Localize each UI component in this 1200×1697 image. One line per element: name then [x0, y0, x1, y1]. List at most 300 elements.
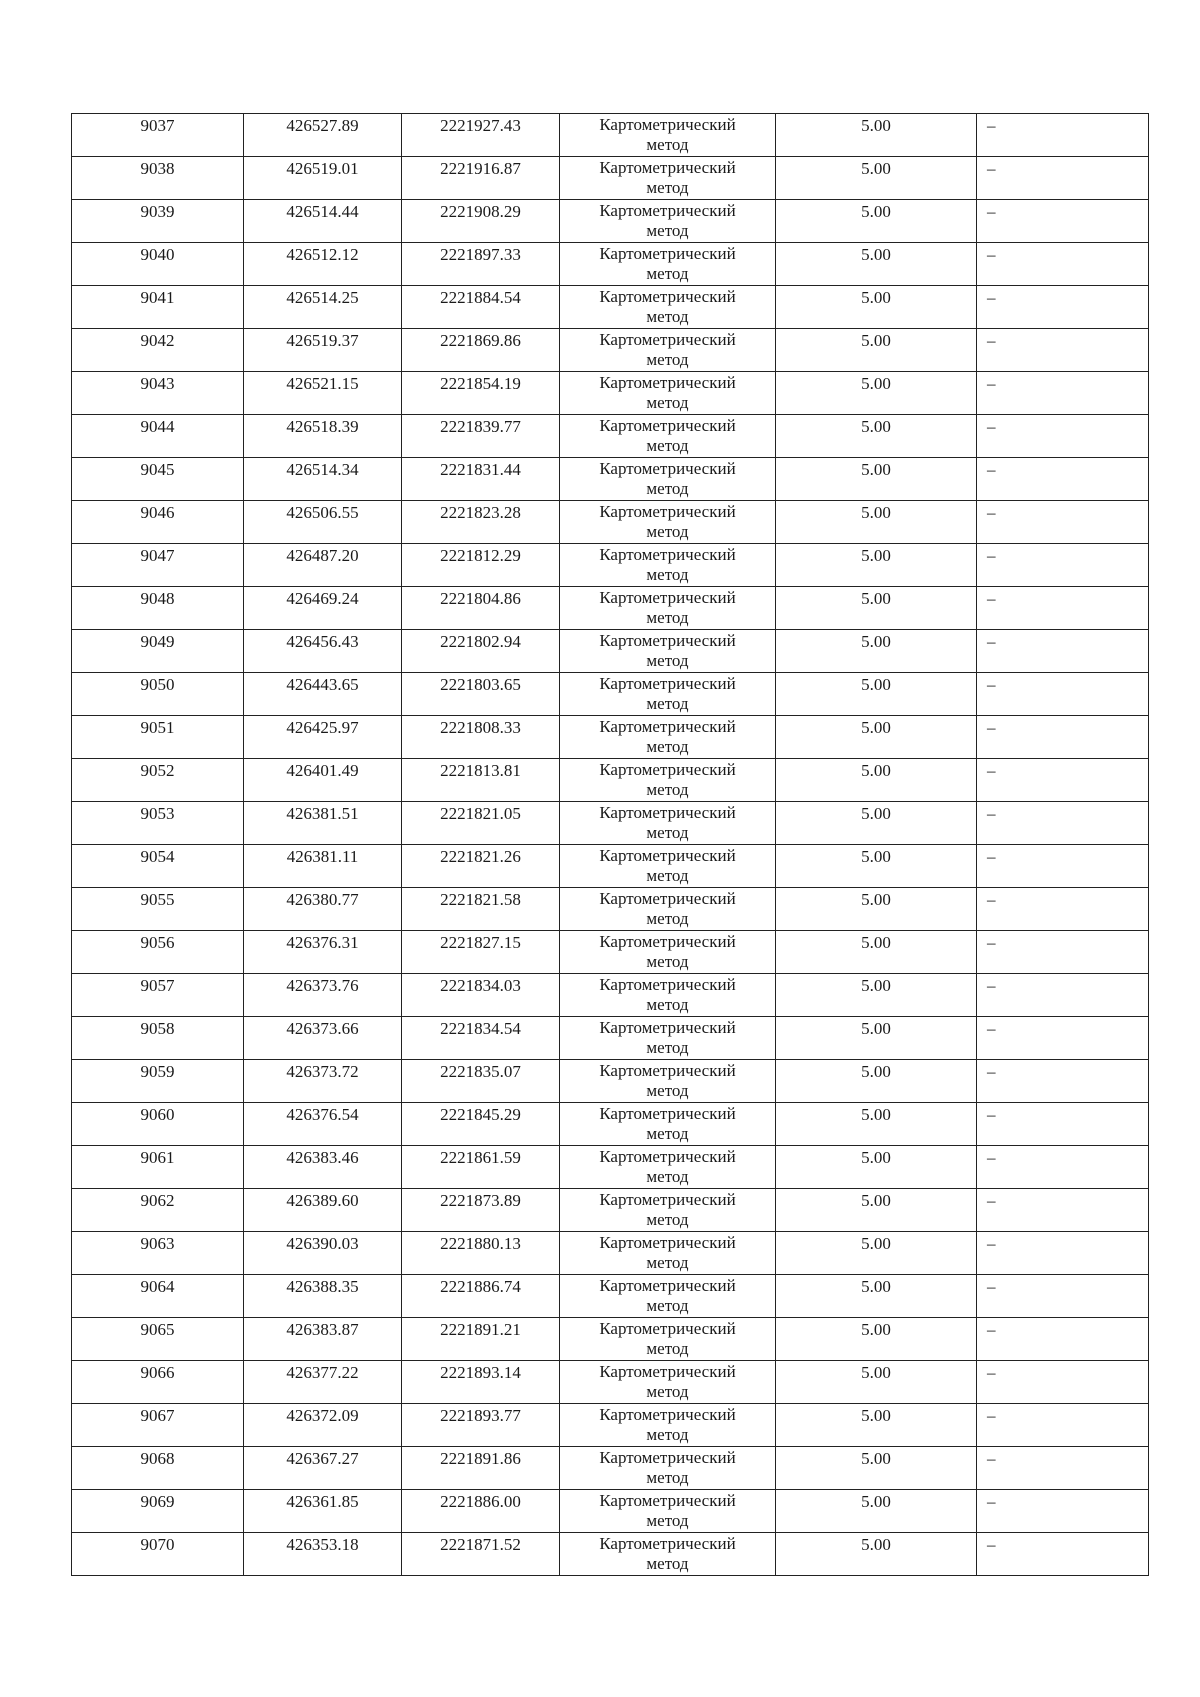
method-cell	[560, 1232, 776, 1275]
description-value: –	[987, 1062, 996, 1081]
description-cell	[977, 458, 1149, 501]
point-number-cell	[72, 1490, 244, 1533]
point-number-cell	[72, 1103, 244, 1146]
method-cell	[560, 759, 776, 802]
method-cell	[560, 716, 776, 759]
coordinate-x-value: 426512.12	[286, 245, 359, 264]
coordinate-x-cell	[244, 716, 402, 759]
accuracy-cell	[776, 286, 977, 329]
accuracy-cell	[776, 974, 977, 1017]
method-label-line1: Картометрический	[599, 1362, 736, 1381]
method-label-line1: Картометрический	[599, 975, 736, 994]
coordinate-y-cell	[402, 114, 560, 157]
coordinate-x-value: 426373.76	[286, 976, 359, 995]
accuracy-value: 5.00	[861, 1277, 891, 1296]
method-label-line2: метод	[646, 1167, 689, 1186]
description-value: –	[987, 1234, 996, 1253]
coordinate-x-cell	[244, 501, 402, 544]
method-label-line2: метод	[646, 307, 689, 326]
point-number-value: 9050	[140, 675, 175, 694]
coordinate-y-value: 2221804.86	[440, 589, 521, 608]
point-number-value: 9040	[140, 245, 175, 264]
coordinate-x-cell	[244, 458, 402, 501]
description-cell	[977, 286, 1149, 329]
document-page	[71, 113, 1148, 1576]
description-cell	[977, 1318, 1149, 1361]
point-number-value: 9053	[140, 804, 175, 823]
coordinate-y-cell	[402, 243, 560, 286]
point-number-value: 9069	[140, 1492, 175, 1511]
table-row	[72, 673, 1149, 716]
coordinate-y-cell	[402, 1533, 560, 1576]
coordinate-y-value: 2221834.54	[440, 1019, 521, 1038]
coordinate-y-cell	[402, 1275, 560, 1318]
point-number-cell	[72, 673, 244, 716]
coordinate-x-value: 426514.44	[286, 202, 359, 221]
method-label-line1: Картометрический	[599, 201, 736, 220]
accuracy-cell	[776, 200, 977, 243]
table-row	[72, 1146, 1149, 1189]
coordinate-x-value: 426521.15	[286, 374, 359, 393]
accuracy-value: 5.00	[861, 1019, 891, 1038]
method-label-line1: Картометрический	[599, 1534, 736, 1553]
point-number-cell	[72, 372, 244, 415]
method-label-line1: Картометрический	[599, 158, 736, 177]
method-label-line2: метод	[646, 1038, 689, 1057]
table-row	[72, 1017, 1149, 1060]
coordinate-y-cell	[402, 888, 560, 931]
accuracy-cell	[776, 1232, 977, 1275]
description-value: –	[987, 847, 996, 866]
accuracy-value: 5.00	[861, 804, 891, 823]
coordinate-y-value: 2221893.14	[440, 1363, 521, 1382]
coordinate-x-cell	[244, 200, 402, 243]
method-cell	[560, 372, 776, 415]
coordinate-y-value: 2221831.44	[440, 460, 521, 479]
method-label-line1: Картометрический	[599, 631, 736, 650]
coordinate-y-value: 2221861.59	[440, 1148, 521, 1167]
coordinate-x-value: 426487.20	[286, 546, 359, 565]
method-label-line1: Картометрический	[599, 588, 736, 607]
method-label-line2: метод	[646, 952, 689, 971]
accuracy-value: 5.00	[861, 1105, 891, 1124]
coordinate-x-cell	[244, 1533, 402, 1576]
accuracy-value: 5.00	[861, 245, 891, 264]
coordinate-x-cell	[244, 1447, 402, 1490]
coordinate-x-value: 426381.51	[286, 804, 359, 823]
coordinate-y-value: 2221839.77	[440, 417, 521, 436]
method-label-line1: Картометрический	[599, 1190, 736, 1209]
point-number-cell	[72, 1533, 244, 1576]
accuracy-value: 5.00	[861, 288, 891, 307]
coordinate-y-value: 2221834.03	[440, 976, 521, 995]
point-number-cell	[72, 329, 244, 372]
method-cell	[560, 501, 776, 544]
table-row	[72, 1189, 1149, 1232]
accuracy-value: 5.00	[861, 1148, 891, 1167]
description-value: –	[987, 933, 996, 952]
coordinate-x-value: 426372.09	[286, 1406, 359, 1425]
method-cell	[560, 329, 776, 372]
description-cell	[977, 157, 1149, 200]
method-label-line1: Картометрический	[599, 1061, 736, 1080]
description-cell	[977, 372, 1149, 415]
coordinate-x-cell	[244, 286, 402, 329]
coordinate-x-value: 426519.37	[286, 331, 359, 350]
method-label-line2: метод	[646, 694, 689, 713]
table-row	[72, 1404, 1149, 1447]
description-value: –	[987, 116, 996, 135]
coordinate-y-cell	[402, 1060, 560, 1103]
coordinate-x-value: 426401.49	[286, 761, 359, 780]
accuracy-value: 5.00	[861, 933, 891, 952]
method-label-line1: Картометрический	[599, 1491, 736, 1510]
accuracy-value: 5.00	[861, 761, 891, 780]
coordinate-y-value: 2221884.54	[440, 288, 521, 307]
coordinate-y-value: 2221835.07	[440, 1062, 521, 1081]
description-value: –	[987, 589, 996, 608]
coordinate-y-value: 2221813.81	[440, 761, 521, 780]
coordinate-x-cell	[244, 1490, 402, 1533]
accuracy-cell	[776, 1017, 977, 1060]
method-label-line1: Картометрический	[599, 1276, 736, 1295]
coordinate-y-cell	[402, 759, 560, 802]
table-row	[72, 716, 1149, 759]
coordinate-y-value: 2221891.21	[440, 1320, 521, 1339]
table-row	[72, 1275, 1149, 1318]
method-cell	[560, 1361, 776, 1404]
coordinate-y-value: 2221823.28	[440, 503, 521, 522]
accuracy-value: 5.00	[861, 632, 891, 651]
coordinate-x-value: 426377.22	[286, 1363, 359, 1382]
description-value: –	[987, 890, 996, 909]
point-number-value: 9059	[140, 1062, 175, 1081]
coordinate-x-cell	[244, 673, 402, 716]
point-number-value: 9045	[140, 460, 175, 479]
description-cell	[977, 888, 1149, 931]
method-label-line2: метод	[646, 479, 689, 498]
method-label-line1: Картометрический	[599, 1233, 736, 1252]
accuracy-value: 5.00	[861, 1320, 891, 1339]
coordinate-x-value: 426390.03	[286, 1234, 359, 1253]
point-number-value: 9048	[140, 589, 175, 608]
method-label-line2: метод	[646, 909, 689, 928]
method-label-line1: Картометрический	[599, 459, 736, 478]
accuracy-cell	[776, 1103, 977, 1146]
coordinate-y-cell	[402, 1189, 560, 1232]
table-row	[72, 286, 1149, 329]
description-value: –	[987, 804, 996, 823]
method-label-line1: Картометрический	[599, 1405, 736, 1424]
method-cell	[560, 1318, 776, 1361]
coordinate-x-cell	[244, 1103, 402, 1146]
accuracy-cell	[776, 372, 977, 415]
description-value: –	[987, 632, 996, 651]
method-label-line2: метод	[646, 1081, 689, 1100]
coordinate-x-cell	[244, 1404, 402, 1447]
coordinate-y-cell	[402, 1447, 560, 1490]
coordinate-x-value: 426388.35	[286, 1277, 359, 1296]
description-value: –	[987, 1105, 996, 1124]
coordinate-y-cell	[402, 157, 560, 200]
table-row	[72, 1103, 1149, 1146]
coordinate-x-cell	[244, 157, 402, 200]
coordinate-y-value: 2221803.65	[440, 675, 521, 694]
method-cell	[560, 243, 776, 286]
coordinate-y-cell	[402, 802, 560, 845]
point-number-cell	[72, 1361, 244, 1404]
description-value: –	[987, 546, 996, 565]
coordinate-x-cell	[244, 243, 402, 286]
coordinate-x-value: 426376.31	[286, 933, 359, 952]
point-number-value: 9037	[140, 116, 175, 135]
table-row	[72, 1318, 1149, 1361]
table-row	[72, 329, 1149, 372]
description-cell	[977, 1103, 1149, 1146]
coordinate-y-value: 2221821.05	[440, 804, 521, 823]
coordinate-x-cell	[244, 1060, 402, 1103]
method-cell	[560, 458, 776, 501]
table-row	[72, 1533, 1149, 1576]
coordinate-x-value: 426456.43	[286, 632, 359, 651]
point-number-cell	[72, 931, 244, 974]
accuracy-cell	[776, 329, 977, 372]
method-cell	[560, 888, 776, 931]
description-cell	[977, 415, 1149, 458]
point-number-value: 9052	[140, 761, 175, 780]
accuracy-cell	[776, 1361, 977, 1404]
accuracy-value: 5.00	[861, 847, 891, 866]
accuracy-cell	[776, 1189, 977, 1232]
point-number-cell	[72, 888, 244, 931]
coordinate-y-value: 2221812.29	[440, 546, 521, 565]
accuracy-cell	[776, 630, 977, 673]
point-number-value: 9060	[140, 1105, 175, 1124]
description-cell	[977, 845, 1149, 888]
method-label-line2: метод	[646, 178, 689, 197]
accuracy-value: 5.00	[861, 1535, 891, 1554]
accuracy-value: 5.00	[861, 1191, 891, 1210]
description-cell	[977, 114, 1149, 157]
point-number-value: 9057	[140, 976, 175, 995]
coordinate-y-value: 2221802.94	[440, 632, 521, 651]
coordinate-x-cell	[244, 329, 402, 372]
coordinate-y-value: 2221908.29	[440, 202, 521, 221]
method-label-line1: Картометрический	[599, 803, 736, 822]
accuracy-cell	[776, 716, 977, 759]
table-row	[72, 802, 1149, 845]
coordinate-y-cell	[402, 630, 560, 673]
coordinate-y-cell	[402, 329, 560, 372]
point-number-cell	[72, 1447, 244, 1490]
description-value: –	[987, 1277, 996, 1296]
table-row	[72, 888, 1149, 931]
point-number-value: 9063	[140, 1234, 175, 1253]
coordinate-x-value: 426376.54	[286, 1105, 359, 1124]
accuracy-cell	[776, 845, 977, 888]
coordinate-y-value: 2221873.89	[440, 1191, 521, 1210]
coordinate-x-value: 426383.87	[286, 1320, 359, 1339]
method-label-line1: Картометрический	[599, 1018, 736, 1037]
coordinate-x-value: 426381.11	[286, 847, 359, 866]
description-value: –	[987, 1449, 996, 1468]
method-label-line1: Картометрический	[599, 846, 736, 865]
description-cell	[977, 587, 1149, 630]
coordinate-y-cell	[402, 1490, 560, 1533]
method-label-line2: метод	[646, 1468, 689, 1487]
coordinate-x-value: 426353.18	[286, 1535, 359, 1554]
description-value: –	[987, 202, 996, 221]
method-label-line2: метод	[646, 866, 689, 885]
table-row	[72, 630, 1149, 673]
coordinate-y-value: 2221845.29	[440, 1105, 521, 1124]
table-row	[72, 1447, 1149, 1490]
description-value: –	[987, 1019, 996, 1038]
method-cell	[560, 845, 776, 888]
table-row	[72, 544, 1149, 587]
point-number-value: 9065	[140, 1320, 175, 1339]
point-number-value: 9070	[140, 1535, 175, 1554]
table-row	[72, 157, 1149, 200]
table-row	[72, 1232, 1149, 1275]
coordinate-x-value: 426518.39	[286, 417, 359, 436]
accuracy-value: 5.00	[861, 1062, 891, 1081]
coordinate-x-value: 426514.25	[286, 288, 359, 307]
description-cell	[977, 1017, 1149, 1060]
coordinate-x-value: 426373.66	[286, 1019, 359, 1038]
accuracy-value: 5.00	[861, 1492, 891, 1511]
table-row	[72, 759, 1149, 802]
point-number-value: 9039	[140, 202, 175, 221]
point-number-cell	[72, 1404, 244, 1447]
coordinate-x-cell	[244, 974, 402, 1017]
method-cell	[560, 1060, 776, 1103]
accuracy-value: 5.00	[861, 675, 891, 694]
description-value: –	[987, 460, 996, 479]
description-value: –	[987, 159, 996, 178]
method-label-line2: метод	[646, 608, 689, 627]
point-number-cell	[72, 1060, 244, 1103]
point-number-cell	[72, 630, 244, 673]
point-number-cell	[72, 415, 244, 458]
accuracy-value: 5.00	[861, 890, 891, 909]
coordinate-x-cell	[244, 1361, 402, 1404]
table-row	[72, 587, 1149, 630]
coordinate-y-value: 2221927.43	[440, 116, 521, 135]
coordinate-y-value: 2221891.86	[440, 1449, 521, 1468]
accuracy-cell	[776, 1318, 977, 1361]
point-number-value: 9054	[140, 847, 175, 866]
point-number-value: 9051	[140, 718, 175, 737]
description-value: –	[987, 1191, 996, 1210]
coordinate-x-value: 426443.65	[286, 675, 359, 694]
point-number-value: 9044	[140, 417, 175, 436]
coordinate-y-cell	[402, 1146, 560, 1189]
method-label-line1: Картометрический	[599, 1147, 736, 1166]
accuracy-cell	[776, 1404, 977, 1447]
accuracy-value: 5.00	[861, 374, 891, 393]
point-number-cell	[72, 458, 244, 501]
table-row	[72, 931, 1149, 974]
method-cell	[560, 1275, 776, 1318]
accuracy-cell	[776, 1490, 977, 1533]
method-cell	[560, 1404, 776, 1447]
method-cell	[560, 1017, 776, 1060]
description-value: –	[987, 1535, 996, 1554]
method-label-line1: Картометрический	[599, 244, 736, 263]
method-label-line2: метод	[646, 1210, 689, 1229]
method-label-line1: Картометрический	[599, 1104, 736, 1123]
coordinate-y-cell	[402, 1232, 560, 1275]
method-cell	[560, 1447, 776, 1490]
description-value: –	[987, 245, 996, 264]
description-cell	[977, 1146, 1149, 1189]
method-label-line2: метод	[646, 350, 689, 369]
method-label-line2: метод	[646, 1124, 689, 1143]
accuracy-value: 5.00	[861, 116, 891, 135]
method-cell	[560, 286, 776, 329]
accuracy-value: 5.00	[861, 1363, 891, 1382]
accuracy-cell	[776, 458, 977, 501]
coordinate-y-cell	[402, 1318, 560, 1361]
point-number-value: 9042	[140, 331, 175, 350]
accuracy-cell	[776, 243, 977, 286]
description-cell	[977, 1447, 1149, 1490]
table-row	[72, 200, 1149, 243]
table-row	[72, 458, 1149, 501]
description-value: –	[987, 1320, 996, 1339]
description-value: –	[987, 503, 996, 522]
point-number-cell	[72, 845, 244, 888]
point-number-value: 9041	[140, 288, 175, 307]
method-label-line1: Картометрический	[599, 502, 736, 521]
coordinate-y-value: 2221854.19	[440, 374, 521, 393]
table-row	[72, 1060, 1149, 1103]
method-label-line2: метод	[646, 522, 689, 541]
coordinate-x-cell	[244, 372, 402, 415]
point-number-cell	[72, 1318, 244, 1361]
accuracy-value: 5.00	[861, 202, 891, 221]
method-label-line1: Картометрический	[599, 889, 736, 908]
accuracy-cell	[776, 1146, 977, 1189]
coordinate-y-value: 2221821.58	[440, 890, 521, 909]
method-cell	[560, 931, 776, 974]
point-number-cell	[72, 716, 244, 759]
table-row	[72, 501, 1149, 544]
coordinate-x-cell	[244, 415, 402, 458]
coordinate-x-value: 426367.27	[286, 1449, 359, 1468]
method-label-line2: метод	[646, 1253, 689, 1272]
method-cell	[560, 587, 776, 630]
coordinate-y-cell	[402, 1361, 560, 1404]
accuracy-value: 5.00	[861, 546, 891, 565]
method-label-line2: метод	[646, 1511, 689, 1530]
description-cell	[977, 1275, 1149, 1318]
accuracy-cell	[776, 931, 977, 974]
description-cell	[977, 243, 1149, 286]
accuracy-value: 5.00	[861, 1449, 891, 1468]
table-row	[72, 1490, 1149, 1533]
table-row	[72, 1361, 1149, 1404]
coordinate-y-cell	[402, 372, 560, 415]
coordinate-y-value: 2221886.74	[440, 1277, 521, 1296]
description-value: –	[987, 374, 996, 393]
method-label-line1: Картометрический	[599, 416, 736, 435]
description-value: –	[987, 417, 996, 436]
coordinate-y-value: 2221880.13	[440, 1234, 521, 1253]
point-number-value: 9038	[140, 159, 175, 178]
point-number-cell	[72, 802, 244, 845]
